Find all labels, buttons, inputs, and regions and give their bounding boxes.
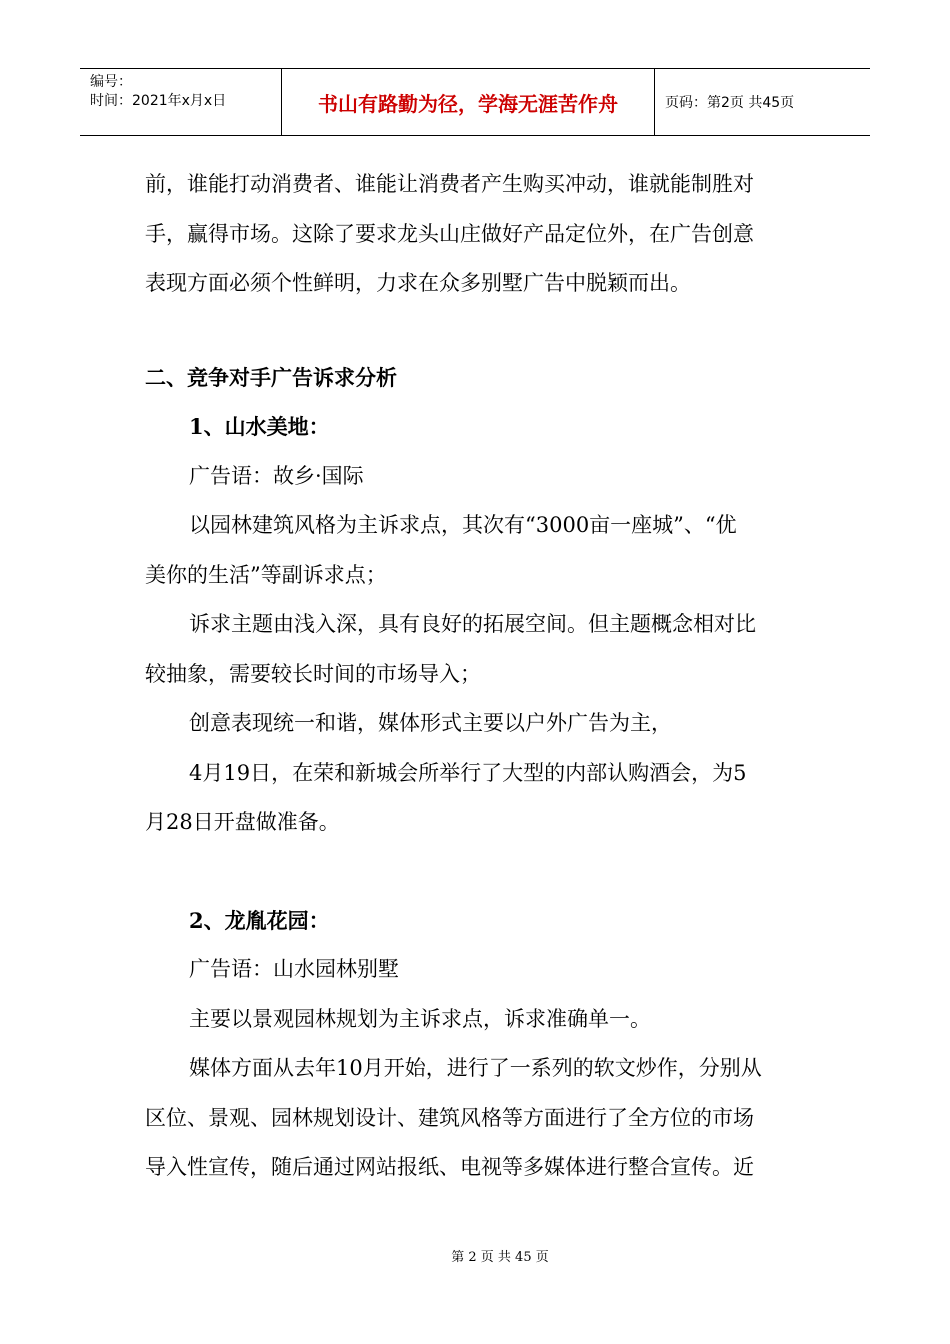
paragraph-line: 手，赢得市场。这除了要求龙头山庄做好产品定位外，在广告创意 bbox=[145, 221, 754, 246]
document-body bbox=[145, 160, 810, 1193]
subsection-heading-1: 1、山水美地： bbox=[189, 414, 330, 439]
time-label: 时间：2021年x月x日 bbox=[90, 93, 227, 109]
paragraph-line: 创意表现统一和谐，媒体形式主要以户外广告为主， bbox=[189, 711, 672, 735]
page-info: 页码：第2页 共45页 bbox=[665, 95, 795, 111]
header-meta bbox=[80, 69, 282, 135]
paragraph-line: 区位、景观、园林规划设计、建筑风格等方面进行了全方位的市场 bbox=[145, 1105, 754, 1130]
header-motto-cell bbox=[282, 69, 655, 135]
paragraph-line: 媒体方面从去年10月开始，进行了一系列的软文炒作，分别从 bbox=[189, 1056, 762, 1080]
paragraph-line: 以园林建筑风格为主诉求点，其次有“3000亩一座城”、“优 bbox=[189, 513, 737, 537]
paragraph-line: 较抽象，需要较长时间的市场导入； bbox=[145, 661, 481, 686]
slogan-2: 广告语：山水园林别墅 bbox=[189, 957, 399, 981]
paragraph-line: 主要以景观园林规划为主诉求点，诉求准确单一。 bbox=[189, 1006, 651, 1031]
section-heading: 二、竞争对手广告诉求分析 bbox=[145, 364, 397, 390]
paragraph-line: 诉求主题由浅入深，具有良好的拓展空间。但主题概念相对比 bbox=[189, 612, 756, 636]
paragraph-line: 4月19日，在荣和新城会所举行了大型的内部认购酒会，为5 bbox=[189, 760, 747, 785]
motto: 书山有路勤为径，学海无涯苦作舟 bbox=[318, 91, 618, 116]
page-header bbox=[80, 68, 870, 136]
paragraph-line: 导入性宣传，随后通过网站报纸、电视等多媒体进行整合宣传。近 bbox=[145, 1155, 754, 1179]
paragraph-line: 美你的生活”等副诉求点； bbox=[145, 562, 387, 587]
paragraph-line: 前，谁能打动消费者、谁能让消费者产生购买冲动，谁就能制胜对 bbox=[145, 172, 754, 196]
subsection-heading-2: 2、龙胤花园： bbox=[189, 907, 330, 933]
header-page-cell bbox=[655, 69, 870, 135]
slogan-1: 广告语：故乡·国际 bbox=[189, 463, 364, 488]
paragraph-line: 表现方面必须个性鲜明，力求在众多别墅广告中脱颖而出。 bbox=[145, 271, 691, 295]
page-footer: 第 2 页 共 45 页 bbox=[451, 1250, 549, 1265]
paragraph-line: 月28日开盘做准备。 bbox=[145, 810, 340, 834]
number-label: 编号： bbox=[90, 74, 132, 90]
